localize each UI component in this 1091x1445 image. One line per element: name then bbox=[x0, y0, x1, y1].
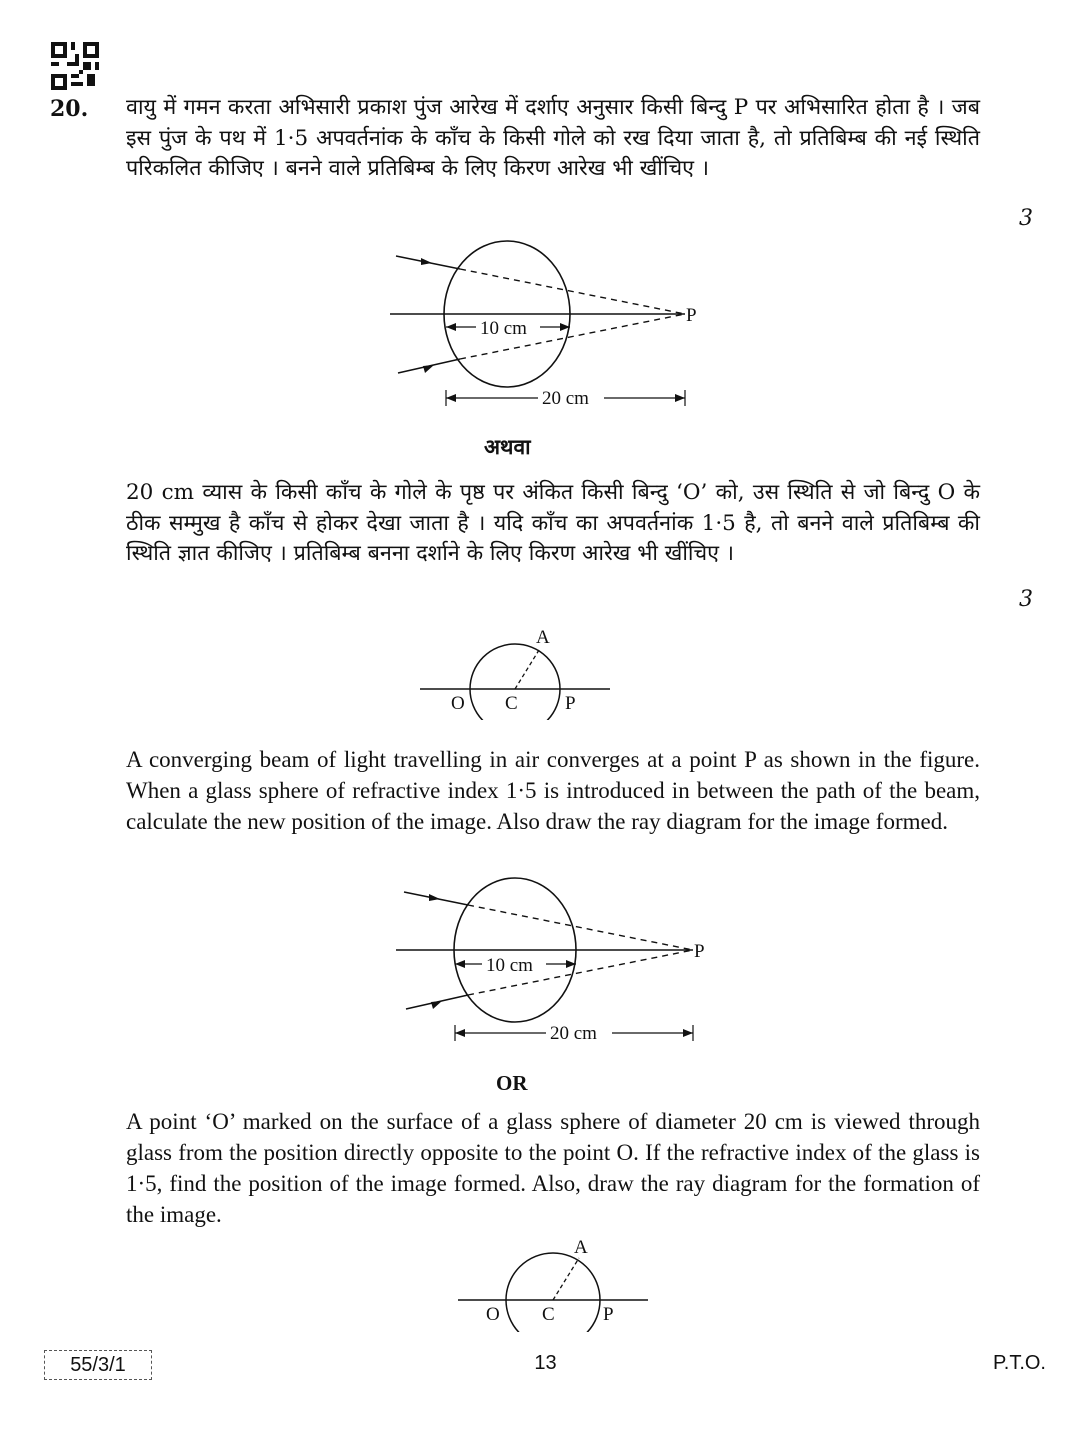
point-p-label: P bbox=[694, 941, 705, 962]
distance-arrow-left bbox=[455, 1029, 465, 1037]
distance-arrow-right bbox=[683, 1029, 693, 1037]
pto-label: P.T.O. bbox=[993, 1352, 1046, 1374]
hindi-or-label: अथवा bbox=[484, 434, 531, 459]
radius-arrow-left bbox=[455, 960, 465, 968]
lower-ray-arrowhead bbox=[423, 365, 434, 373]
upper-ray-arrowhead bbox=[429, 894, 440, 901]
lower-ray-arrowhead bbox=[431, 1001, 442, 1009]
point-p-label: P bbox=[686, 305, 697, 326]
label-a: A bbox=[574, 1237, 588, 1258]
radius-label: 10 cm bbox=[486, 955, 533, 976]
radius-arrow-left bbox=[446, 323, 456, 331]
hindi-or-marks: 3 bbox=[1019, 587, 1033, 612]
distance-label: 20 cm bbox=[542, 388, 589, 409]
label-a: A bbox=[536, 627, 550, 648]
distance-arrow-left bbox=[446, 394, 456, 402]
converging-beam-figure-hindi bbox=[380, 240, 720, 420]
upper-dashed-ray bbox=[460, 269, 685, 314]
hindi-question-marks: 3 bbox=[1019, 206, 1033, 231]
glass-sphere-figure-english bbox=[453, 1232, 653, 1332]
upper-dashed-ray bbox=[468, 905, 693, 950]
distance-label: 20 cm bbox=[550, 1023, 597, 1044]
radius-label: 10 cm bbox=[480, 318, 527, 339]
english-or-label: OR bbox=[496, 1071, 528, 1095]
hindi-question-text: वायु में गमन करता अभिसारी प्रकाश पुंज आरेख में दर्शाए अनुसार किसी बिन्दु P पर अभिसारित होता है । जब इस पुंज के पथ में 1·5 अपवर्तनांक के काँच के किसी गोले को रख दिया जाता है, तो प्रतिबिम्ब की नई स्थिति परिकलित कीजिए । बनने वाले प्रतिबिम्ब के लिए किरण आरेख भी खींचिए । bbox=[126, 95, 980, 181]
radius-ca bbox=[553, 1258, 579, 1300]
hindi-or-question-text: 20 cm व्यास के किसी काँच के गोले के पृष्ठ पर अंकित किसी बिन्दु ‘O’ को, उस स्थिति से जो बिन्दु O के ठीक सम्मुख है काँच से होकर देखा जाता है । यदि काँच का अपवर्तनांक 1·5 है, तो बनने वाले प्रतिबिम्ब की स्थिति ज्ञात कीजिए । प्रतिबिम्ब बनना दर्शाने के लिए किरण आरेख भी खींचिए । bbox=[126, 480, 980, 566]
label-o: O bbox=[486, 1304, 500, 1325]
upper-ray-arrowhead bbox=[421, 258, 432, 265]
paper-code: 55/3/1 bbox=[44, 1350, 152, 1380]
converging-beam-figure-english bbox=[388, 876, 728, 1056]
label-c: C bbox=[542, 1304, 555, 1325]
label-p: P bbox=[603, 1304, 614, 1325]
qr-code-icon bbox=[51, 42, 99, 90]
label-p: P bbox=[565, 693, 576, 714]
distance-arrow-right bbox=[675, 394, 685, 402]
question-number: 20. bbox=[50, 96, 89, 122]
label-o: O bbox=[451, 693, 465, 714]
page-number: 13 bbox=[534, 1352, 557, 1374]
glass-sphere-figure-hindi bbox=[415, 620, 615, 720]
radius-ca bbox=[515, 650, 539, 689]
label-c: C bbox=[505, 693, 518, 714]
english-question-text: A converging beam of light travelling in air converges at a point P as shown in the figure. When a glass sphere of refractive index 1·5 is introduced in between the path of the beam, calculate the new position of the image. Also draw the ray diagram for the image formed. bbox=[126, 747, 980, 834]
english-or-question-text: A point ‘O’ marked on the surface of a glass sphere of diameter 20 cm is viewed through glass from the position directly opposite to the point O. If the refractive index of the glass is 1·5, find the position of the image formed. Also, draw the ray diagram for the formation of the image. bbox=[126, 1109, 980, 1227]
